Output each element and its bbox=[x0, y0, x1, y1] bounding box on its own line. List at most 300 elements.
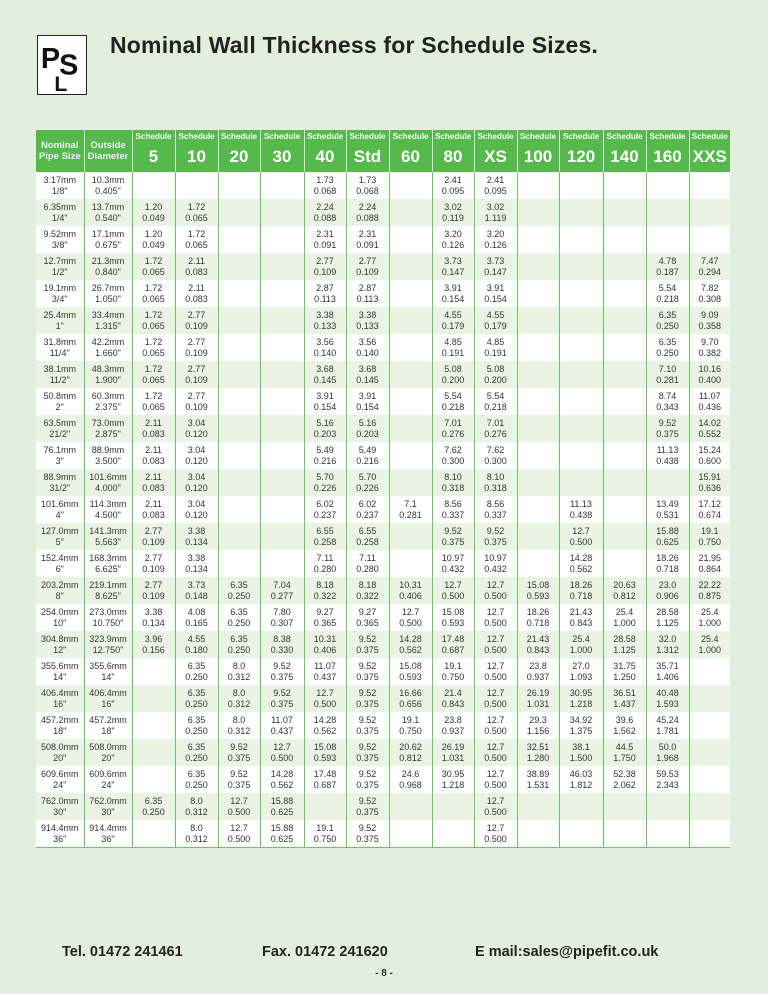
thickness-inch: 0.750 bbox=[441, 672, 465, 682]
thickness-mm: 3.73 bbox=[444, 256, 462, 266]
thickness-mm: 1.72 bbox=[187, 229, 206, 239]
thickness-cell bbox=[559, 496, 603, 523]
thickness-inch: 0.065 bbox=[142, 321, 165, 331]
thickness-inch: 0.337 bbox=[441, 510, 465, 520]
thickness-cell bbox=[474, 172, 517, 199]
thickness-inch: 0.147 bbox=[441, 267, 465, 277]
thickness-inch: 0.113 bbox=[356, 294, 379, 304]
thickness-cell bbox=[132, 226, 175, 253]
thickness-cell bbox=[517, 469, 559, 496]
thickness-cell bbox=[304, 685, 346, 712]
thickness-inch: 0.109 bbox=[142, 564, 165, 574]
thickness-cell bbox=[218, 577, 260, 604]
thickness-mm: 11.13 bbox=[570, 499, 592, 509]
thickness-mm: 3.04 bbox=[187, 472, 206, 482]
thickness-mm: 3.68 bbox=[358, 364, 377, 374]
nominal-inch: 21/2" bbox=[49, 429, 71, 439]
thickness-inch: 0.750 bbox=[313, 834, 337, 844]
thickness-cell bbox=[559, 334, 603, 361]
svg-text:S: S bbox=[59, 49, 79, 82]
thickness-cell bbox=[346, 712, 389, 739]
thickness-inch: 0.906 bbox=[656, 591, 679, 601]
nominal-size-cell bbox=[36, 307, 84, 334]
thickness-cell bbox=[304, 523, 346, 550]
thickness-cell bbox=[389, 631, 432, 658]
od-mm: 609.6mm bbox=[89, 769, 127, 779]
schedule-number: 100 bbox=[523, 147, 553, 166]
outside-diameter-cell bbox=[84, 550, 132, 577]
thickness-mm: 12.7 bbox=[486, 742, 505, 752]
thickness-mm: 2.11 bbox=[188, 256, 205, 266]
schedule-number: 30 bbox=[272, 147, 292, 166]
thickness-mm: 19.1 bbox=[316, 823, 334, 833]
thickness-cell bbox=[132, 766, 175, 793]
thickness-cell bbox=[260, 631, 304, 658]
thickness-mm: 1.20 bbox=[144, 229, 163, 239]
thickness-cell bbox=[432, 280, 474, 307]
thickness-inch: 0.091 bbox=[313, 240, 337, 250]
thickness-inch: 0.687 bbox=[441, 645, 465, 655]
thickness-inch: 1.406 bbox=[656, 672, 679, 682]
thickness-inch: 0.088 bbox=[356, 213, 379, 223]
thickness-mm: 4.08 bbox=[187, 607, 206, 617]
thickness-mm: 2.77 bbox=[187, 391, 206, 401]
thickness-mm: 16.66 bbox=[399, 688, 422, 698]
thickness-mm: 7.10 bbox=[658, 364, 677, 374]
schedule-number: 40 bbox=[315, 147, 335, 166]
thickness-mm: 2.77 bbox=[144, 580, 163, 590]
thickness-mm: 44.5 bbox=[615, 742, 634, 752]
thickness-inch: 0.636 bbox=[698, 483, 722, 493]
schedule-label: Schedule bbox=[434, 131, 472, 141]
thickness-cell bbox=[559, 577, 603, 604]
thickness-inch: 1.968 bbox=[656, 753, 679, 763]
thickness-inch: 0.083 bbox=[185, 294, 208, 304]
thickness-cell bbox=[260, 766, 304, 793]
thickness-inch: 0.843 bbox=[569, 618, 593, 628]
thickness-cell bbox=[389, 739, 432, 766]
thickness-mm: 6.35 bbox=[187, 742, 206, 752]
od-mm: 10.3mm bbox=[91, 175, 125, 185]
thickness-cell bbox=[175, 577, 218, 604]
nominal-size-cell bbox=[36, 766, 84, 793]
thickness-cell bbox=[603, 280, 646, 307]
thickness-cell bbox=[304, 334, 346, 361]
thickness-cell bbox=[432, 577, 474, 604]
thickness-cell bbox=[132, 361, 175, 388]
thickness-inch: 0.134 bbox=[185, 564, 208, 574]
thickness-inch: 0.216 bbox=[356, 456, 379, 466]
nominal-size-cell bbox=[36, 226, 84, 253]
thickness-inch: 0.300 bbox=[484, 456, 507, 466]
thickness-cell bbox=[517, 307, 559, 334]
thickness-cell bbox=[218, 766, 260, 793]
thickness-cell bbox=[432, 172, 474, 199]
thickness-cell bbox=[474, 577, 517, 604]
thickness-mm: 8.74 bbox=[658, 391, 677, 401]
nominal-mm: 63.5mm bbox=[43, 418, 76, 428]
thickness-cell bbox=[346, 658, 389, 685]
thickness-cell bbox=[646, 226, 689, 253]
thickness-cell bbox=[646, 280, 689, 307]
thickness-inch: 0.065 bbox=[185, 240, 208, 250]
nominal-inch: 16" bbox=[53, 699, 67, 709]
thickness-cell bbox=[218, 361, 260, 388]
thickness-cell bbox=[517, 280, 559, 307]
thickness-inch: 0.375 bbox=[484, 537, 507, 547]
nominal-inch: 5" bbox=[55, 537, 64, 547]
thickness-mm: 9.52 bbox=[358, 769, 377, 779]
thickness-mm: 3.91 bbox=[316, 391, 334, 401]
thickness-cell bbox=[603, 253, 646, 280]
thickness-mm: 6.35 bbox=[658, 310, 677, 320]
thickness-mm: 2.77 bbox=[187, 364, 206, 374]
thickness-cell bbox=[689, 550, 730, 577]
thickness-inch: 0.968 bbox=[399, 780, 422, 790]
thickness-mm: 5.08 bbox=[486, 364, 505, 374]
thickness-inch: 0.250 bbox=[227, 591, 251, 601]
thickness-mm: 12.7 bbox=[486, 715, 505, 725]
thickness-inch: 0.203 bbox=[356, 429, 379, 439]
thickness-inch: 0.500 bbox=[484, 807, 507, 817]
thickness-mm: 2.11 bbox=[145, 472, 162, 482]
thickness-mm: 23.8 bbox=[529, 661, 547, 671]
thickness-cell bbox=[646, 442, 689, 469]
thickness-mm: 14.28 bbox=[399, 634, 422, 644]
thickness-cell bbox=[218, 523, 260, 550]
od-inch: 18" bbox=[101, 726, 115, 736]
outside-diameter-cell bbox=[84, 685, 132, 712]
thickness-mm: 6.55 bbox=[358, 526, 377, 536]
thickness-cell bbox=[689, 604, 730, 631]
thickness-cell bbox=[389, 469, 432, 496]
thickness-mm: 7.11 bbox=[316, 553, 334, 563]
table-row bbox=[36, 361, 730, 388]
thickness-inch: 1.125 bbox=[656, 618, 679, 628]
nominal-mm: 9.52mm bbox=[43, 229, 76, 239]
thickness-cell bbox=[603, 334, 646, 361]
schedule-label: Schedule bbox=[306, 131, 344, 141]
nominal-mm: 12.7mm bbox=[43, 256, 76, 266]
thickness-cell bbox=[260, 469, 304, 496]
nominal-mm: 19.1mm bbox=[43, 283, 76, 293]
thickness-inch: 0.307 bbox=[270, 618, 294, 628]
schedule-label: Schedule bbox=[220, 131, 258, 141]
thickness-cell bbox=[132, 496, 175, 523]
thickness-cell bbox=[346, 631, 389, 658]
thickness-inch: 0.438 bbox=[656, 456, 679, 466]
thickness-mm: 9.52 bbox=[658, 418, 677, 428]
thickness-cell bbox=[304, 577, 346, 604]
thickness-cell bbox=[389, 523, 432, 550]
thickness-inch: 0.065 bbox=[142, 375, 165, 385]
thickness-mm: 38.89 bbox=[526, 769, 550, 779]
thickness-cell bbox=[132, 307, 175, 334]
thickness-inch: 0.250 bbox=[185, 672, 208, 682]
nominal-inch: 20" bbox=[53, 753, 67, 763]
thickness-cell bbox=[474, 334, 517, 361]
thickness-mm: 29.3 bbox=[529, 715, 547, 725]
thickness-cell bbox=[346, 469, 389, 496]
nominal-inch: 12" bbox=[53, 645, 67, 655]
od-mm: 406.4mm bbox=[89, 688, 127, 698]
thickness-cell bbox=[132, 469, 175, 496]
thickness-mm: 45.24 bbox=[656, 715, 679, 725]
nominal-mm: 88.9mm bbox=[43, 472, 76, 482]
thickness-cell bbox=[432, 739, 474, 766]
thickness-inch: 1.562 bbox=[613, 726, 636, 736]
thickness-inch: 0.109 bbox=[185, 348, 208, 358]
thickness-mm: 3.91 bbox=[444, 283, 462, 293]
thickness-cell bbox=[304, 280, 346, 307]
thickness-mm: 21.4 bbox=[444, 688, 462, 698]
od-mm: 73.0mm bbox=[91, 418, 125, 428]
thickness-inch: 1.437 bbox=[613, 699, 636, 709]
od-inch: 24" bbox=[101, 780, 115, 790]
thickness-inch: 0.109 bbox=[142, 591, 165, 601]
nominal-inch: 31/2" bbox=[49, 483, 71, 493]
thickness-mm: 14.28 bbox=[270, 769, 294, 779]
thickness-inch: 0.500 bbox=[484, 753, 507, 763]
thickness-inch: 0.937 bbox=[526, 672, 550, 682]
thickness-cell bbox=[389, 766, 432, 793]
thickness-cell bbox=[260, 604, 304, 631]
thickness-cell bbox=[346, 766, 389, 793]
nominal-size-cell bbox=[36, 172, 84, 199]
thickness-cell bbox=[517, 172, 559, 199]
thickness-cell bbox=[432, 253, 474, 280]
thickness-inch: 0.318 bbox=[441, 483, 465, 493]
svg-text:L: L bbox=[54, 72, 68, 94]
thickness-cell bbox=[132, 631, 175, 658]
thickness-inch: 0.674 bbox=[698, 510, 722, 520]
nominal-inch: 14" bbox=[53, 672, 67, 682]
thickness-inch: 0.375 bbox=[656, 429, 679, 439]
thickness-cell bbox=[517, 442, 559, 469]
thickness-inch: 0.218 bbox=[441, 402, 465, 412]
thickness-cell bbox=[689, 739, 730, 766]
thickness-cell bbox=[218, 712, 260, 739]
thickness-cell bbox=[389, 604, 432, 631]
header-schedule-140 bbox=[603, 130, 646, 172]
thickness-mm: 1.72 bbox=[144, 310, 163, 320]
thickness-cell bbox=[603, 307, 646, 334]
thickness-cell bbox=[603, 496, 646, 523]
thickness-cell bbox=[346, 361, 389, 388]
thickness-cell bbox=[304, 226, 346, 253]
thickness-cell bbox=[474, 469, 517, 496]
od-inch: 20" bbox=[101, 753, 115, 763]
thickness-inch: 0.083 bbox=[142, 429, 165, 439]
nominal-size-cell bbox=[36, 523, 84, 550]
thickness-mm: 2.11 bbox=[145, 445, 162, 455]
thickness-mm: 9.52 bbox=[358, 796, 377, 806]
thickness-mm: 30.95 bbox=[441, 769, 465, 779]
schedule-label: Schedule bbox=[349, 131, 386, 141]
thickness-cell bbox=[517, 496, 559, 523]
thickness-inch: 0.365 bbox=[313, 618, 337, 628]
thickness-cell bbox=[389, 253, 432, 280]
thickness-mm: 2.11 bbox=[145, 418, 162, 428]
thickness-inch: 0.593 bbox=[313, 753, 337, 763]
thickness-mm: 13.49 bbox=[656, 499, 679, 509]
nominal-mm: 152.4mm bbox=[40, 553, 79, 563]
schedule-number: 60 bbox=[401, 147, 420, 166]
thickness-inch: 1.119 bbox=[484, 213, 507, 223]
thickness-cell bbox=[474, 820, 517, 847]
thickness-cell bbox=[132, 658, 175, 685]
thickness-inch: 0.308 bbox=[698, 294, 722, 304]
od-inch: 1.900" bbox=[95, 375, 121, 385]
header-schedule-xxs bbox=[689, 130, 730, 172]
thickness-mm: 15.08 bbox=[526, 580, 550, 590]
thickness-cell bbox=[260, 550, 304, 577]
thickness-mm: 2.77 bbox=[187, 310, 206, 320]
thickness-inch: 0.165 bbox=[185, 618, 208, 628]
thickness-cell bbox=[218, 496, 260, 523]
thickness-cell bbox=[689, 685, 730, 712]
thickness-mm: 2.31 bbox=[316, 229, 334, 239]
thickness-cell bbox=[260, 361, 304, 388]
thickness-inch: 0.049 bbox=[142, 213, 165, 223]
thickness-cell bbox=[304, 793, 346, 820]
thickness-mm: 52.38 bbox=[613, 769, 636, 779]
thickness-cell bbox=[689, 226, 730, 253]
thickness-inch: 0.258 bbox=[356, 537, 379, 547]
thickness-inch: 0.656 bbox=[399, 699, 422, 709]
thickness-cell bbox=[132, 820, 175, 847]
thickness-mm: 36.51 bbox=[613, 688, 636, 698]
nominal-inch: 1/4" bbox=[51, 213, 68, 223]
thickness-cell bbox=[389, 307, 432, 334]
thickness-inch: 0.133 bbox=[356, 321, 379, 331]
thickness-inch: 0.113 bbox=[314, 294, 336, 304]
od-inch: 0.840" bbox=[95, 267, 121, 277]
nominal-mm: 355.6mm bbox=[40, 661, 79, 671]
footer-telephone: Tel. 01472 241461 bbox=[62, 944, 183, 960]
thickness-inch: 0.432 bbox=[484, 564, 507, 574]
thickness-cell bbox=[517, 523, 559, 550]
outside-diameter-cell bbox=[84, 523, 132, 550]
nominal-inch: 30" bbox=[53, 807, 67, 817]
thickness-mm: 8.0 bbox=[190, 823, 203, 833]
thickness-mm: 12.7 bbox=[401, 607, 420, 617]
footer-email[interactable]: E mail:sales@pipefit.co.uk bbox=[475, 944, 659, 960]
thickness-cell bbox=[646, 469, 689, 496]
thickness-mm: 3.02 bbox=[486, 202, 505, 212]
od-inch: 1.660" bbox=[95, 348, 121, 358]
thickness-cell bbox=[646, 307, 689, 334]
thickness-mm: 12.7 bbox=[572, 526, 590, 536]
thickness-mm: 2.11 bbox=[145, 499, 162, 509]
thickness-inch: 0.154 bbox=[356, 402, 379, 412]
table-row bbox=[36, 199, 730, 226]
thickness-mm: 3.02 bbox=[444, 202, 462, 212]
thickness-inch: 0.562 bbox=[313, 726, 337, 736]
thickness-inch: 0.126 bbox=[484, 240, 507, 250]
thickness-inch: 1.312 bbox=[656, 645, 679, 655]
thickness-inch: 0.843 bbox=[526, 645, 550, 655]
thickness-cell bbox=[474, 442, 517, 469]
thickness-cell bbox=[389, 199, 432, 226]
nominal-mm: 203.2mm bbox=[40, 580, 79, 590]
thickness-cell bbox=[132, 793, 175, 820]
nominal-mm: 457.2mm bbox=[40, 715, 79, 725]
thickness-mm: 8.18 bbox=[358, 580, 377, 590]
nominal-mm: 508.0mm bbox=[40, 742, 79, 752]
od-mm: 13.7mm bbox=[91, 202, 125, 212]
thickness-cell bbox=[304, 550, 346, 577]
thickness-cell bbox=[517, 253, 559, 280]
thickness-inch: 0.250 bbox=[656, 321, 679, 331]
thickness-inch: 0.180 bbox=[185, 645, 208, 655]
thickness-cell bbox=[218, 658, 260, 685]
thickness-inch: 0.500 bbox=[484, 834, 507, 844]
thickness-cell bbox=[517, 334, 559, 361]
thickness-inch: 0.134 bbox=[185, 537, 208, 547]
thickness-mm: 12.7 bbox=[486, 580, 505, 590]
thickness-cell bbox=[175, 712, 218, 739]
nominal-size-cell bbox=[36, 496, 84, 523]
table-row bbox=[36, 388, 730, 415]
thickness-cell bbox=[646, 523, 689, 550]
thickness-cell bbox=[175, 199, 218, 226]
thickness-inch: 0.312 bbox=[227, 699, 251, 709]
thickness-cell bbox=[304, 172, 346, 199]
thickness-cell bbox=[304, 253, 346, 280]
nominal-size-cell bbox=[36, 388, 84, 415]
thickness-cell bbox=[218, 253, 260, 280]
thickness-mm: 2.41 bbox=[444, 175, 462, 185]
thickness-mm: 19.1 bbox=[401, 715, 420, 725]
header-schedule-10 bbox=[175, 130, 218, 172]
thickness-cell bbox=[132, 280, 175, 307]
thickness-cell bbox=[432, 712, 474, 739]
thickness-inch: 1.218 bbox=[569, 699, 593, 709]
thickness-inch: 0.109 bbox=[356, 267, 379, 277]
thickness-cell bbox=[474, 496, 517, 523]
thickness-cell bbox=[346, 334, 389, 361]
thickness-cell bbox=[260, 577, 304, 604]
thickness-mm: 25.4 bbox=[700, 607, 719, 617]
psl-logo bbox=[37, 35, 87, 95]
thickness-inch: 0.148 bbox=[185, 591, 208, 601]
schedule-label: Schedule bbox=[606, 131, 643, 141]
thickness-inch: 0.091 bbox=[356, 240, 379, 250]
thickness-inch: 0.250 bbox=[185, 780, 208, 790]
thickness-cell bbox=[646, 685, 689, 712]
thickness-inch: 0.500 bbox=[484, 726, 507, 736]
table-row bbox=[36, 226, 730, 253]
header-schedule-80 bbox=[432, 130, 474, 172]
thickness-inch: 0.375 bbox=[441, 537, 465, 547]
thickness-inch: 1.000 bbox=[698, 618, 722, 628]
od-mm: 21.3mm bbox=[91, 256, 125, 266]
thickness-cell bbox=[603, 523, 646, 550]
thickness-cell bbox=[603, 739, 646, 766]
thickness-cell bbox=[603, 550, 646, 577]
outside-diameter-cell bbox=[84, 307, 132, 334]
table-row bbox=[36, 604, 730, 631]
thickness-cell bbox=[689, 361, 730, 388]
thickness-cell bbox=[517, 739, 559, 766]
thickness-cell bbox=[689, 658, 730, 685]
od-inch: 10.750" bbox=[92, 618, 124, 628]
thickness-mm: 2.87 bbox=[316, 283, 334, 293]
schedule-number: 20 bbox=[229, 147, 249, 166]
thickness-cell bbox=[260, 712, 304, 739]
thickness-inch: 0.750 bbox=[399, 726, 422, 736]
